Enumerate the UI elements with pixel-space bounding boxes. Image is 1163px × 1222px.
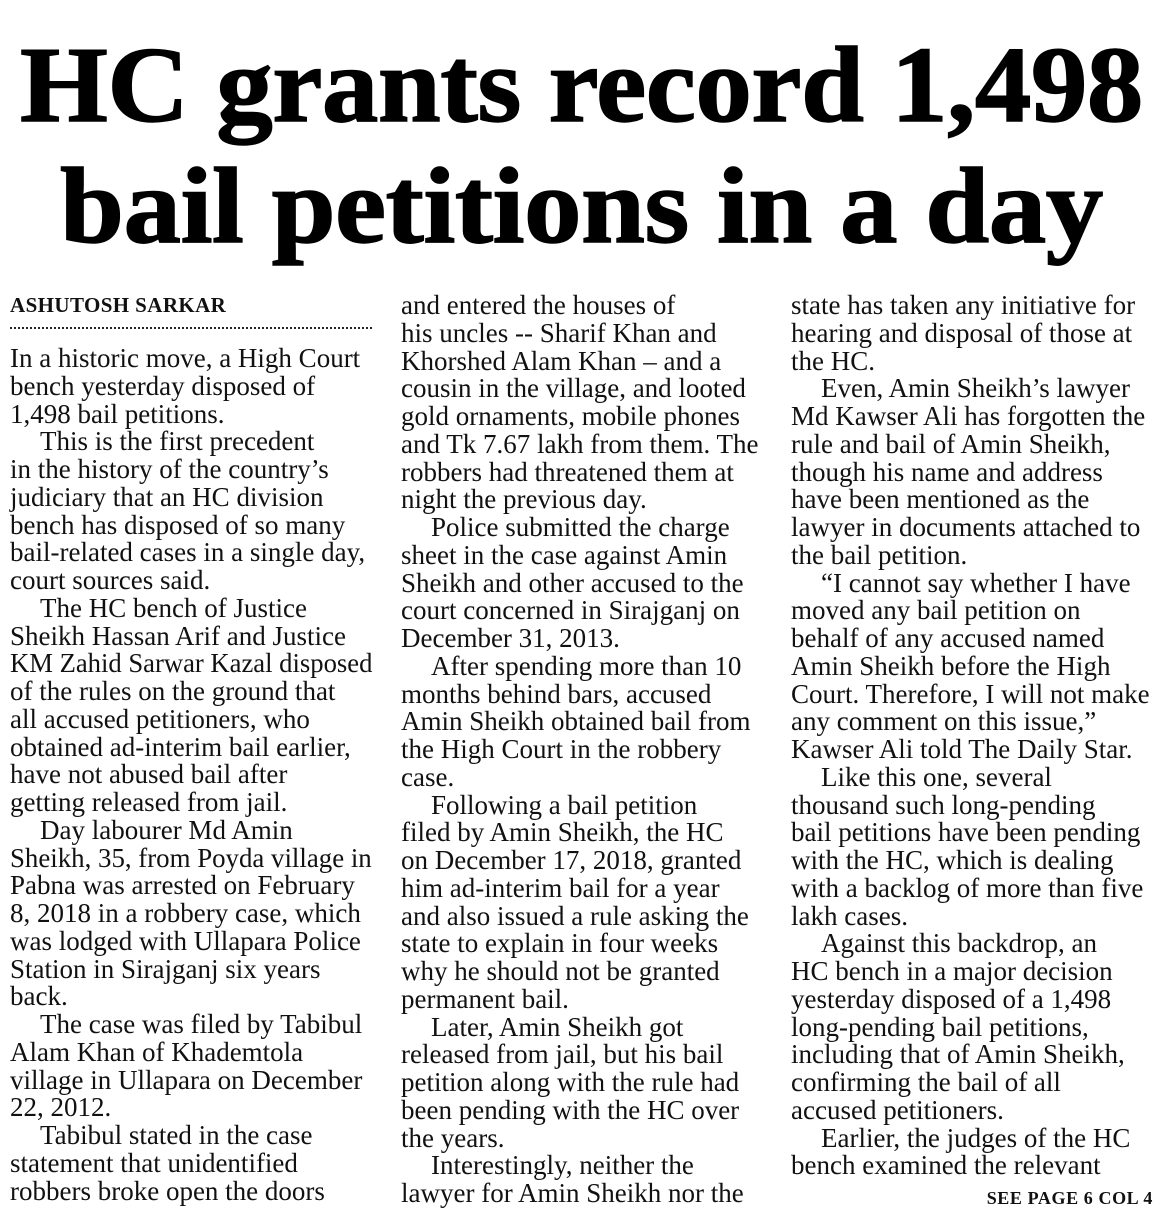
- text-line: Amin Sheikh obtained bail from: [401, 706, 751, 737]
- text-line: rule and bail of Amin Sheikh,: [791, 428, 1111, 459]
- headline-line-1: HC grants record 1,498: [20, 26, 1143, 145]
- text-line: and Tk 7.67 lakh from them. The: [401, 428, 759, 459]
- text-line: December 31, 2013.: [401, 623, 620, 653]
- text-line: and entered the houses of: [401, 290, 676, 320]
- paragraph-start-line: Against this backdrop, an: [821, 928, 1097, 959]
- text-line: Sheikh and other accused to the: [401, 567, 744, 598]
- text-line: court sources said.: [10, 565, 211, 595]
- paragraph-start-line: The case was filed by Tabibul: [40, 1009, 363, 1039]
- paragraph-start-line: Interestingly, neither the: [431, 1150, 694, 1181]
- text-line: released from jail, but his bail: [401, 1039, 724, 1070]
- text-line: village in Ullapara on December: [10, 1064, 363, 1095]
- text-line: 22, 2012.: [10, 1092, 112, 1123]
- text-line: state to explain in four weeks: [401, 928, 719, 959]
- text-line: any comment on this issue,”: [791, 706, 1097, 737]
- headline-row-1: [0, 25, 1163, 146]
- text-line: Pabna was arrested on February: [10, 870, 355, 901]
- article-column-2: [401, 292, 763, 1208]
- text-line: with the HC, which is dealing: [791, 845, 1114, 875]
- text-line: night the previous day.: [401, 484, 647, 515]
- text-line: was lodged with Ullapara Police: [10, 925, 361, 956]
- text-line: obtained ad-interim bail earlier,: [10, 731, 351, 762]
- text-line: petition along with the rule had: [401, 1067, 740, 1097]
- text-line: lawyer in documents attached to: [791, 512, 1141, 542]
- text-line: have not abused bail after: [10, 759, 288, 790]
- text-line: permanent bail.: [401, 983, 569, 1014]
- text-line: on December 17, 2018, granted: [401, 845, 742, 875]
- text-line: confirming the bail of all: [791, 1067, 1061, 1097]
- text-line: bench examined the relevant: [791, 1150, 1101, 1181]
- text-line: case.: [401, 761, 455, 792]
- paragraph-start-line: Police submitted the charge: [431, 512, 730, 542]
- text-line: Sheikh Hassan Arif and Justice: [10, 620, 346, 651]
- text-line: accused petitioners.: [791, 1094, 1004, 1125]
- text-line: the HC.: [791, 345, 875, 376]
- text-line: bail-related cases in a single day,: [10, 537, 366, 568]
- byline: ASHUTOSH SARKAR: [10, 293, 227, 317]
- text-line: statement that unidentified: [10, 1147, 298, 1178]
- text-line: Station in Sirajganj six years: [10, 953, 321, 984]
- text-line: state has taken any initiative for: [791, 290, 1136, 320]
- headline: [0, 25, 1163, 267]
- text-line: have been mentioned as the: [791, 484, 1090, 515]
- text-line: robbers had threatened them at: [401, 456, 734, 487]
- text-line: and also issued a rule asking the: [401, 900, 749, 931]
- text-line: bail petitions have been pending: [791, 817, 1141, 848]
- text-line: back.: [10, 981, 68, 1012]
- text-line: Khorshed Alam Khan – and a: [401, 345, 722, 376]
- article-column-1: [10, 345, 372, 1205]
- paragraph-start-line: After spending more than 10: [431, 650, 742, 681]
- text-line: bench has disposed of so many: [10, 509, 346, 540]
- headline-row-2: [0, 146, 1163, 267]
- text-line: gold ornaments, mobile phones: [401, 401, 740, 431]
- text-line: Kawser Ali told The Daily Star.: [791, 734, 1133, 764]
- text-line: him ad-interim bail for a year: [401, 872, 720, 903]
- text-line: the bail petition.: [791, 539, 968, 570]
- paragraph-start-line: Even, Amin Sheikh’s lawyer: [821, 373, 1130, 404]
- text-line: Md Kawser Ali has forgotten the: [791, 401, 1146, 431]
- text-line: lawyer for Amin Sheikh nor the: [401, 1178, 744, 1208]
- text-line: robbers broke open the doors: [10, 1175, 325, 1206]
- article-column-3: [791, 292, 1153, 1180]
- text-line: though his name and address: [791, 456, 1103, 487]
- paragraph-start-line: Following a bail petition: [431, 789, 698, 820]
- text-line: his uncles -- Sharif Khan and: [401, 317, 717, 348]
- paragraph-start-line: This is the first precedent: [40, 426, 315, 457]
- text-line: sheet in the case against Amin: [401, 539, 728, 570]
- text-line: Amin Sheikh before the High: [791, 650, 1111, 681]
- text-line: including that of Amin Sheikh,: [791, 1039, 1125, 1070]
- text-line: been pending with the HC over: [401, 1094, 740, 1125]
- text-line: getting released from jail.: [10, 787, 288, 817]
- text-line: months behind bars, accused: [401, 678, 712, 709]
- text-line: the High Court in the robbery: [401, 734, 722, 764]
- text-line: HC bench in a major decision: [791, 956, 1113, 986]
- text-line: yesterday disposed of a 1,498: [791, 983, 1112, 1014]
- paragraph-start-line: Day labourer Md Amin: [40, 814, 293, 845]
- text-line: KM Zahid Sarwar Kazal disposed: [10, 648, 373, 679]
- text-line: bench yesterday disposed of: [10, 370, 316, 401]
- text-line: 8, 2018 in a robbery case, which: [10, 898, 361, 928]
- text-line: long-pending bail petitions,: [791, 1011, 1089, 1042]
- text-line: judiciary that an HC division: [10, 481, 324, 512]
- paragraph-start-line: Later, Amin Sheikh got: [431, 1011, 684, 1042]
- text-line: the years.: [401, 1122, 505, 1153]
- text-line: of the rules on the ground that: [10, 676, 336, 706]
- text-line: cousin in the village, and looted: [401, 373, 746, 404]
- paragraph-start-line: “I cannot say whether I have: [821, 567, 1131, 598]
- text-line: In a historic move, a High Court: [10, 343, 361, 373]
- text-line: behalf of any accused named: [791, 623, 1105, 653]
- paragraph-start-line: Tabibul stated in the case: [40, 1120, 313, 1150]
- byline-divider: [10, 327, 372, 329]
- text-line: 1,498 bail petitions.: [10, 398, 225, 429]
- text-line: moved any bail petition on: [791, 595, 1081, 626]
- text-line: Court. Therefore, I will not make: [791, 678, 1150, 709]
- paragraph-start-line: Like this one, several: [821, 761, 1052, 792]
- paragraph-start-line: Earlier, the judges of the HC: [821, 1122, 1131, 1153]
- text-line: in the history of the country’s: [10, 454, 329, 484]
- continuation-jump: SEE PAGE 6 COL 4: [986, 1188, 1153, 1208]
- text-line: Sheikh, 35, from Poyda village in: [10, 842, 372, 873]
- text-line: lakh cases.: [791, 900, 908, 931]
- text-line: why he should not be granted: [401, 956, 720, 986]
- text-line: thousand such long-pending: [791, 789, 1096, 820]
- text-line: all accused petitioners, who: [10, 703, 310, 734]
- headline-line-2: bail petitions in a day: [60, 147, 1103, 266]
- text-line: Alam Khan of Khademtola: [10, 1036, 304, 1067]
- text-line: court concerned in Sirajganj on: [401, 595, 740, 626]
- paragraph-start-line: The HC bench of Justice: [40, 592, 307, 623]
- text-line: hearing and disposal of those at: [791, 317, 1133, 348]
- text-line: with a backlog of more than five: [791, 872, 1144, 903]
- text-line: filed by Amin Sheikh, the HC: [401, 817, 724, 848]
